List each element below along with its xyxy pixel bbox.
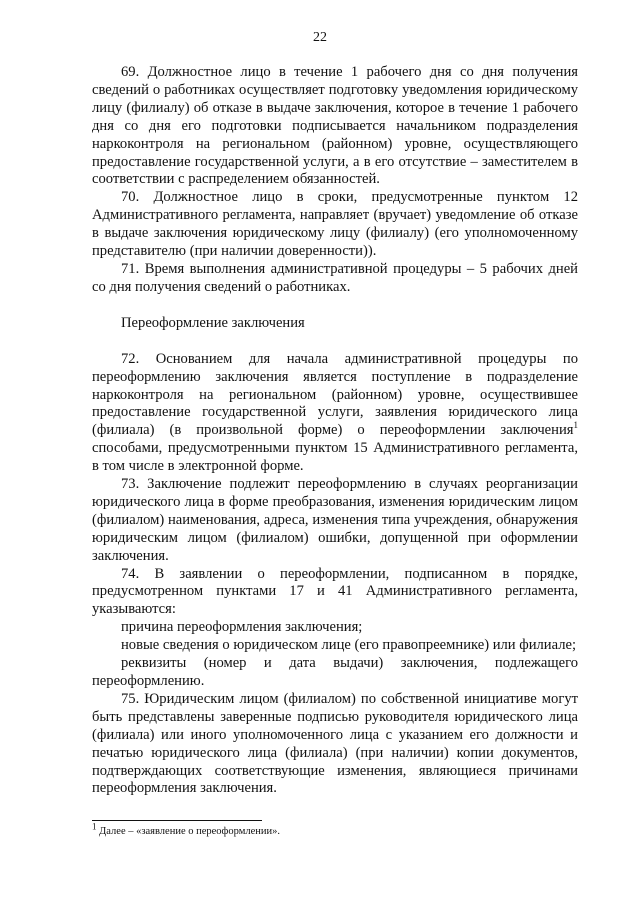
document-body: [92, 64, 578, 798]
footnote-ref: 1: [573, 420, 578, 431]
footnote: [92, 821, 578, 838]
paragraph-75: 75. Юридическим лицом (филиалом) по собственной инициативе могут быть представлены заверенные подписью руководителя юридического лица (филиала) или иного уполномоченного лица с указанием его должности и печатью юридического лица (филиала) (при наличии) копии документов, подтверждающих соответствующие изменения, являющиеся причинами переоформления заключения.: [92, 690, 578, 797]
paragraph-72-text: 72. Основанием для начала административной процедуры по переоформлению заключения является поступление в подразделение наркоконтроля на региональном (районном) уровне, осуществившее предоставление государственной услуги, заявления юридического лица (филиала) (в произвольной форме) о переоформлении заключения: [92, 350, 578, 439]
footnote-marker: 1: [92, 821, 97, 832]
spacer: [92, 297, 578, 315]
paragraph-74-item-3: реквизиты (номер и дата выдачи) заключения, подлежащего переоформлению.: [92, 655, 578, 689]
section-heading: Переоформление заключения: [121, 314, 305, 331]
paragraph-74-item-1: причина переоформления заключения;: [121, 619, 363, 636]
paragraph-73: 73. Заключение подлежит переоформлению в случаях реорганизации юридического лица в форме преобразования, изменения юридическим лицом (филиалом) наименования, адреса, изменения типа учреждения, обнаружения юридическим лицом (филиалом) ошибки, допущенной при оформлении заключения.: [92, 476, 578, 564]
paragraph-72: [92, 351, 578, 476]
footnote-text: Далее – «заявление о переоформлении».: [96, 826, 280, 837]
paragraph-71: 71. Время выполнения административной процедуры – 5 рабочих дней со дня получения сведений о работниках.: [92, 260, 578, 295]
page-number: 22: [313, 30, 327, 45]
paragraph-74: 74. В заявлении о переоформлении, подписанном в порядке, предусмотренном пунктами 17 и 41 Административного регламента, указываются:: [92, 565, 578, 618]
footnote-divider: [92, 820, 262, 821]
paragraph-70: 70. Должностное лицо в сроки, предусмотренные пунктом 12 Административного регламента, направляет (вручает) уведомление об отказе в выдаче заключения юридическому лицу (филиалу) (его уполномоченному представителю (при наличии доверенности)).: [92, 189, 578, 260]
paragraph-74-item-2: новые сведения о юридическом лице (его правопреемнике) или филиале;: [121, 637, 577, 654]
spacer: [92, 333, 578, 351]
paragraph-69: 69. Должностное лицо в течение 1 рабочего дня со дня получения сведений о работниках осуществляет подготовку уведомления юридическому лицу (филиалу) об отказе в выдаче заключения, которое в течение 1 рабочего дня со дня его подготовки подписывается начальником подразделения наркоконтроля на региональном (районном) уровне, осуществляющего предоставление государственной услуги, а в его отсутствие – заместителем в соответствии с распределением обязанностей.: [92, 64, 578, 188]
paragraph-72-tail: способами, предусмотренными пунктом 15 Административного регламента, в том числе в электронной форме.: [92, 440, 578, 475]
